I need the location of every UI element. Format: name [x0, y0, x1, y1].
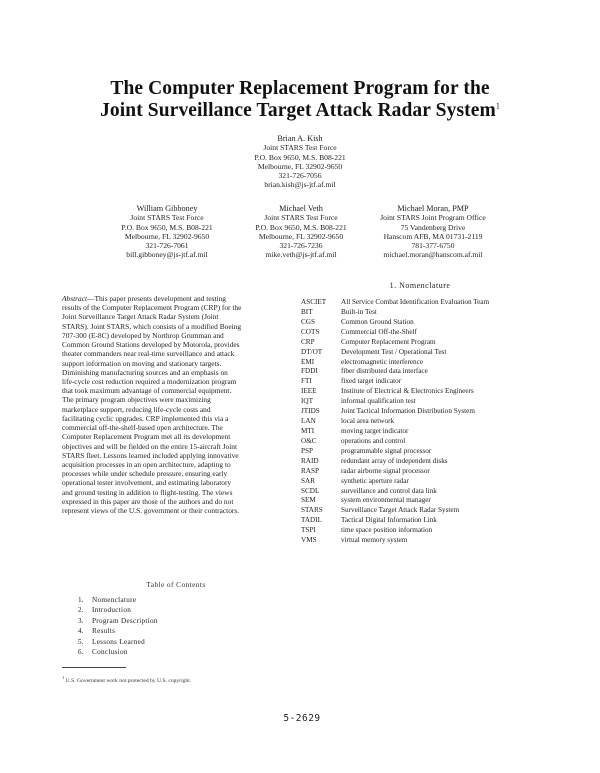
toc-item[interactable]: 5. Lessons Learned [78, 637, 145, 646]
nomenclature-entry: BIT Built-in Test [301, 307, 377, 316]
author-email: michael.moran@hanscom.af.mil [383, 250, 483, 260]
author-org: Joint STARS Test Force [264, 213, 338, 223]
author-address: 75 Vandenberg Drive [400, 222, 466, 232]
abstract-line: expressed in this paper are those of the authors and do not [62, 496, 234, 506]
nomenclature-entry: CRP Computer Replacement Program [301, 337, 436, 346]
nomenclature-entry: EMI electromagnetic interference [301, 357, 424, 366]
author-right [348, 204, 518, 260]
toc-item[interactable]: 4. Results [78, 627, 116, 636]
nomenclature-entry: JTIDS Joint Tactical Information Distribution System [301, 407, 475, 416]
author-address: P.O. Box 9650, M.S. B08-221 [254, 152, 346, 162]
author-phone: 781-377-6750 [411, 241, 455, 251]
nomenclature-entry: ASCIET All Service Combat Identification Evaluation Team [301, 298, 490, 306]
abstract-line: that took maximum advantage of commercial equipment. [62, 386, 232, 396]
abstract-line: represent views of the U.S. government or their contractors. [62, 506, 240, 516]
toc-item[interactable]: 6. Conclusion [78, 648, 128, 657]
nomenclature-entry: MTI moving target indicator [301, 426, 409, 435]
author-city: Melbourne, FL 32902-9650 [258, 231, 344, 241]
author-address: P.O. Box 9650, M.S. B08-221 [121, 222, 213, 232]
nomenclature-entry: VMS virtual memory system [301, 536, 408, 545]
abstract-line: life-cycle cost reduction required a modernization program [62, 376, 237, 386]
abstract-line: objectives and will be fielded on the entire 15-aircraft Joint [62, 441, 238, 451]
author-org: Joint STARS Joint Program Office [380, 213, 486, 223]
abstract-line: processes while under schedule pressure, ensuring early [62, 469, 228, 479]
abstract-line: STARS fleet. Lessons learned included applying innovative [62, 450, 239, 460]
nomenclature-entry: FDDI fiber distributed data interface [301, 367, 428, 376]
author-name: Brian A. Kish [277, 134, 323, 143]
nomenclature-entry: SCDL surveillance and control data link [301, 486, 437, 495]
author-phone: 321-726-7236 [279, 241, 323, 251]
toc-item[interactable]: 2. Introduction [78, 606, 132, 615]
abstract-line: The primary program objectives were maximizing [62, 395, 211, 405]
nomenclature-entry: DT/OT Development Test / Operational Test [301, 347, 447, 356]
abstract-line: 707-300 (E-8C) developed by Northrop Grumman and [62, 330, 224, 340]
abstract-line: theater commanders near real-time surveillance and attack [62, 349, 235, 359]
author-name: Michael Moran, PMP [397, 204, 469, 213]
paper-title-line-1: The Computer Replacement Program for the [110, 78, 490, 99]
footnote-divider [62, 667, 126, 668]
nomenclature-entry: TADIL Tactical Digital Information Link [301, 516, 437, 525]
nomenclature-heading: 1. Nomenclature [389, 281, 451, 290]
nomenclature-entry: CGS Common Ground Station [301, 317, 414, 326]
page-number: 5-2629 [283, 713, 321, 724]
nomenclature-entry: COTS Commercial Off-the-Shelf [301, 327, 417, 336]
footnote-text: U.S. Government work not protected by U.S. copyright. [65, 677, 192, 684]
abstract-line: Diminishing manufacturing sources and an emphasis on [62, 367, 228, 377]
abstract-label: Abstract [62, 294, 88, 303]
abstract-line: Common Ground Stations developed by Motorola, provides [62, 340, 240, 350]
table-of-contents [78, 595, 278, 657]
abstract-paragraph [62, 294, 290, 515]
author-name: Michael Veth [279, 204, 323, 213]
abstract-line: facilitating cyclic upgrades. CRP implemented this via a [62, 413, 229, 423]
abstract-line: Joint Surveillance Target Attack Radar System (Joint [62, 312, 219, 322]
nomenclature-entry: SEM system environmental manager [301, 496, 431, 505]
author-org: Joint STARS Test Force [263, 143, 337, 153]
abstract-line: commercial off-the-shelf-based open architecture. The [62, 423, 223, 433]
author-address: P.O. Box 9650, M.S. B08-221 [255, 222, 347, 232]
nomenclature-entry: STARS Surveillance Target Attack Radar System [301, 506, 460, 515]
toc-item[interactable]: 3. Program Description [78, 616, 158, 625]
footnote-mark: 1 [62, 675, 65, 680]
toc-heading: Table of Contents [146, 580, 206, 589]
abstract-line: acquisition processes in an open architecture, adapting to [62, 459, 231, 469]
nomenclature-list [301, 298, 546, 546]
author-left [92, 204, 242, 260]
title-footnote-mark: 1 [495, 101, 500, 111]
nomenclature-entry: O&C operations and control [301, 436, 406, 445]
nomenclature-entry: IEEE Institute of Electrical & Electronics Engineers [301, 387, 474, 396]
author-name: William Gibboney [136, 204, 198, 213]
abstract-line: Abstract—This paper presents development and testing [62, 294, 226, 303]
abstract-line: marketplace support, reducing life-cycle costs and [62, 404, 211, 414]
nomenclature-entry: IQT informal qualification test [301, 397, 416, 406]
toc-item[interactable]: 1. Nomenclature [78, 596, 137, 604]
nomenclature-entry: SAR synthetic aperture radar [301, 476, 409, 485]
nomenclature-entry: TSPI time space position information [301, 526, 433, 535]
author-email: bill.gibboney@js-jtf.af.mil [126, 250, 208, 260]
abstract-line: and ground testing in addition to flight-testing. The views [62, 487, 233, 497]
author-email: brian.kish@js-jtf.af.mil [264, 180, 336, 190]
author-city: Melbourne, FL 32902-9650 [257, 161, 343, 171]
author-city: Hanscom AFB, MA 01731-2119 [383, 231, 483, 241]
abstract-line: support information on moving and stationary targets. [62, 358, 222, 368]
abstract-line: Computer Replacement Program met all its development [62, 432, 231, 442]
paper-title-line-2: Joint Surveillance Target Attack Radar System$^1$ [100, 100, 500, 121]
lead-author [150, 134, 450, 190]
nomenclature-entry: RAID redundant array of independent disks [301, 456, 448, 465]
nomenclature-entry: RASP radar airborne signal processor [301, 466, 430, 475]
author-phone: 321-726-7056 [278, 171, 322, 181]
nomenclature-entry: PSP programmable signal processor [301, 446, 432, 455]
author-email: mike.veth@js-jtf.af.mil [265, 250, 337, 260]
author-city: Melbourne, FL 32902-9650 [124, 231, 210, 241]
abstract-line: results of the Computer Replacement Program (CRP) for the [62, 303, 242, 313]
abstract-line: operational tester involvement, and estimating laboratory [62, 478, 232, 488]
author-org: Joint STARS Test Force [130, 213, 204, 223]
nomenclature-entry: FTI fixed target indicator [301, 377, 402, 386]
nomenclature-entry: LAN local area network [301, 417, 395, 426]
author-phone: 321-726-7061 [145, 241, 189, 251]
footnote [62, 675, 191, 684]
abstract-line: STARS). Joint STARS, which consists of a modified Boeing [62, 321, 242, 331]
